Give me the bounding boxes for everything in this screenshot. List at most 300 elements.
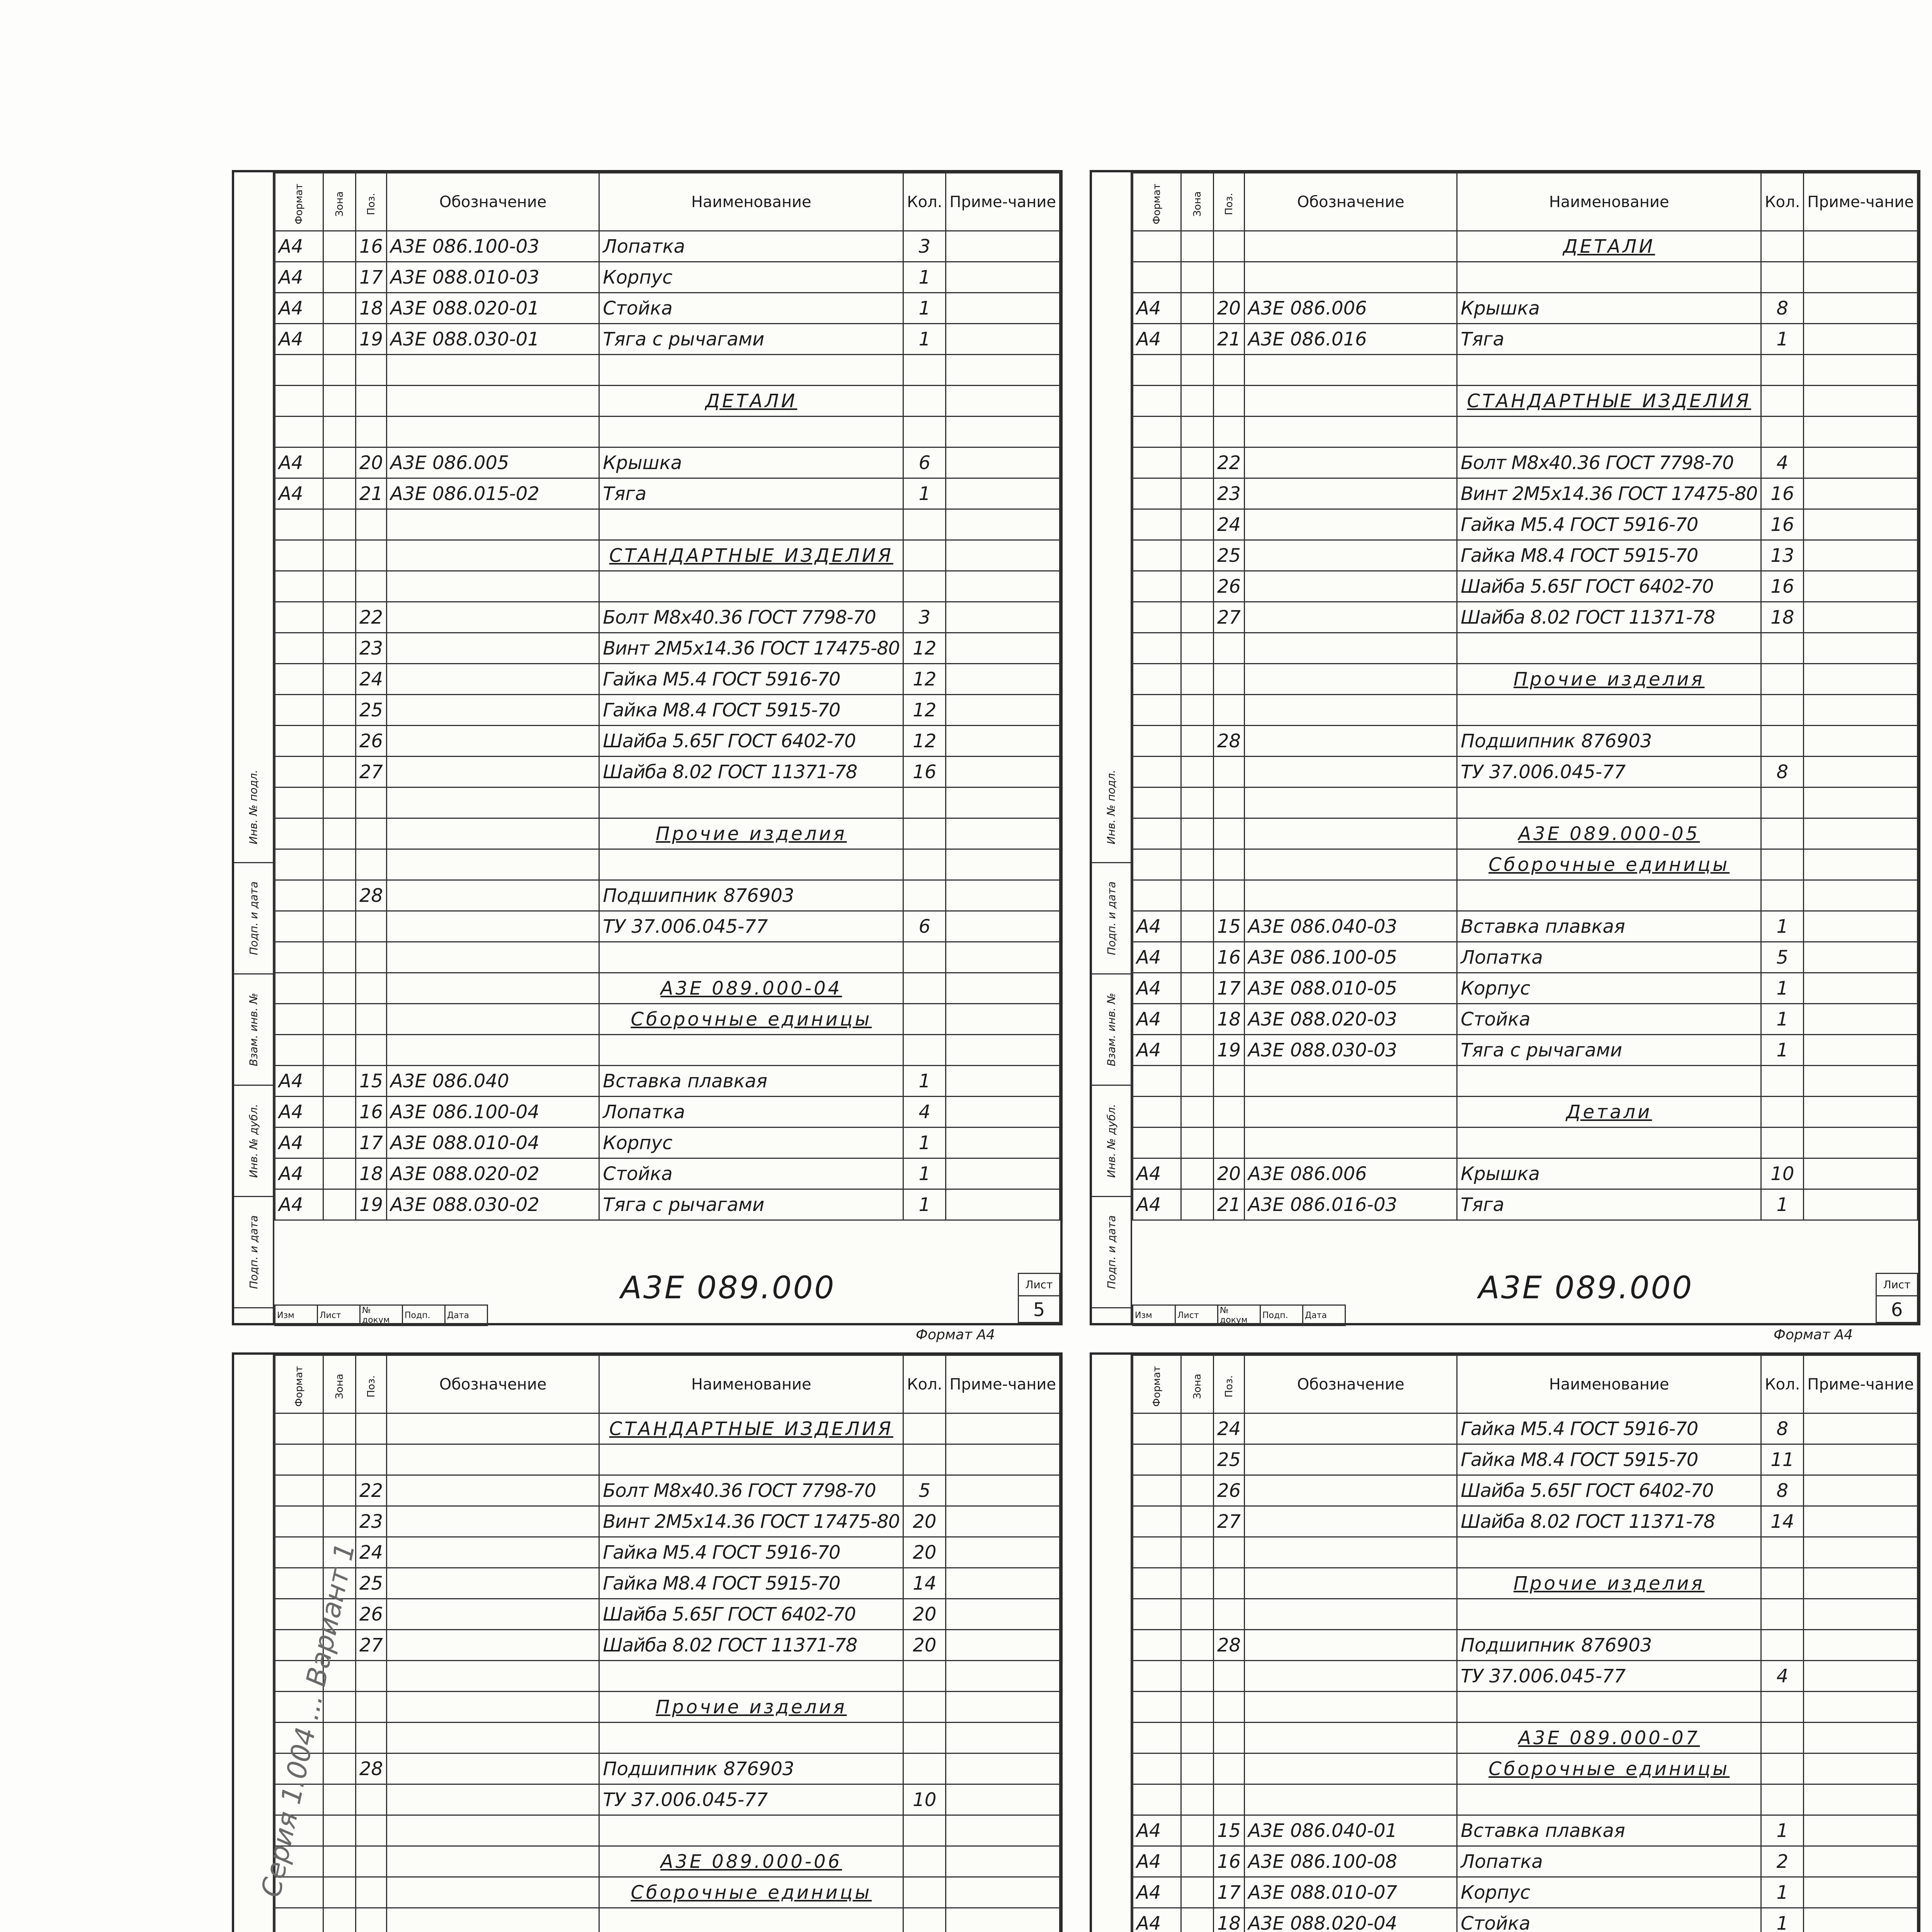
table-row bbox=[275, 1568, 1060, 1599]
side-stamp-label: Инв. № подл. bbox=[1105, 769, 1118, 845]
table-row bbox=[1133, 1630, 1918, 1661]
cell-pos bbox=[1214, 1753, 1245, 1784]
cell-zone bbox=[1181, 1846, 1214, 1877]
cell-designation bbox=[387, 664, 599, 695]
cell-zone bbox=[323, 1475, 356, 1506]
cell-fmt bbox=[275, 355, 323, 386]
table-row bbox=[1133, 262, 1918, 293]
cell-zone bbox=[323, 1506, 356, 1537]
cell-designation bbox=[1245, 355, 1457, 386]
cell-zone bbox=[1181, 1158, 1214, 1189]
table-header-row bbox=[275, 1355, 1060, 1413]
cell-designation bbox=[1245, 447, 1457, 478]
cell-pos bbox=[1214, 1568, 1245, 1599]
cell-note bbox=[946, 262, 1060, 293]
cell-qty bbox=[903, 571, 946, 602]
cell-designation bbox=[1245, 602, 1457, 633]
cell-zone bbox=[323, 355, 356, 386]
cell-name bbox=[1457, 1128, 1761, 1158]
header-pos bbox=[1214, 173, 1245, 231]
cell-qty bbox=[1761, 355, 1804, 386]
header-note: Приме-чание bbox=[946, 173, 1060, 231]
cell-pos: 25 bbox=[356, 1568, 387, 1599]
cell-designation bbox=[1245, 1723, 1457, 1753]
table-row bbox=[275, 1661, 1060, 1692]
table-row bbox=[1133, 1506, 1918, 1537]
side-stamp-label: Инв. № подл. bbox=[247, 769, 260, 845]
cell-qty bbox=[903, 1004, 946, 1035]
cell-pos bbox=[1214, 757, 1245, 787]
cell-zone bbox=[1181, 1599, 1214, 1630]
side-stamp-label: Подп. и дата bbox=[1105, 1215, 1118, 1289]
cell-zone bbox=[323, 417, 356, 447]
cell-pos: 25 bbox=[1214, 1444, 1245, 1475]
cell-qty: 16 bbox=[903, 757, 946, 787]
cell-fmt bbox=[1133, 880, 1181, 911]
cell-zone bbox=[323, 942, 356, 973]
cell-fmt bbox=[275, 1475, 323, 1506]
cell-name: Сборочные единицы bbox=[1457, 849, 1761, 880]
header-qty: Кол. bbox=[1761, 173, 1804, 231]
cell-fmt bbox=[1133, 664, 1181, 695]
cell-zone bbox=[1181, 262, 1214, 293]
table-row bbox=[275, 633, 1060, 664]
cell-note bbox=[946, 1692, 1060, 1723]
cell-fmt bbox=[1133, 757, 1181, 787]
table-row bbox=[275, 911, 1060, 942]
side-stamp-field bbox=[1092, 975, 1131, 1086]
cell-designation bbox=[1245, 757, 1457, 787]
cell-name: ТУ 37.006.045-77 bbox=[599, 1784, 903, 1815]
cell-designation: А3Е 088.010-04 bbox=[387, 1128, 599, 1158]
cell-pos bbox=[1214, 787, 1245, 818]
cell-name: Вставка плавкая bbox=[599, 1066, 903, 1097]
cell-pos: 18 bbox=[356, 1158, 387, 1189]
cell-qty: 3 bbox=[903, 602, 946, 633]
cell-name: Гайка М5.4 ГОСТ 5916-70 bbox=[1457, 509, 1761, 540]
cell-name: Стойка bbox=[599, 1158, 903, 1189]
cell-designation: А3Е 086.015-02 bbox=[387, 478, 599, 509]
cell-pos bbox=[1214, 386, 1245, 417]
table-row bbox=[275, 1723, 1060, 1753]
cell-qty bbox=[1761, 386, 1804, 417]
cell-zone bbox=[1181, 757, 1214, 787]
cell-designation: А3Е 086.016 bbox=[1245, 324, 1457, 355]
table-row bbox=[275, 787, 1060, 818]
cell-note bbox=[946, 757, 1060, 787]
cell-qty: 1 bbox=[1761, 1035, 1804, 1066]
cell-fmt bbox=[275, 1506, 323, 1537]
sheet-number: 5 bbox=[1033, 1299, 1045, 1321]
header-zone-label: Зона bbox=[1191, 1373, 1203, 1399]
cell-fmt bbox=[1133, 1475, 1181, 1506]
cell-note bbox=[946, 1877, 1060, 1908]
cell-note bbox=[1804, 1097, 1918, 1128]
title-block-cell: Дата bbox=[445, 1305, 488, 1326]
cell-fmt bbox=[275, 540, 323, 571]
table-header-row bbox=[275, 173, 1060, 231]
cell-note bbox=[1804, 849, 1918, 880]
cell-note bbox=[1804, 1723, 1918, 1753]
cell-name: Стойка bbox=[1457, 1004, 1761, 1035]
cell-note bbox=[1804, 262, 1918, 293]
cell-name: ТУ 37.006.045-77 bbox=[1457, 1661, 1761, 1692]
cell-designation bbox=[1245, 880, 1457, 911]
cell-designation bbox=[387, 1413, 599, 1444]
cell-zone bbox=[1181, 880, 1214, 911]
cell-name: Тяга bbox=[599, 478, 903, 509]
cell-qty bbox=[903, 942, 946, 973]
cell-pos: 17 bbox=[1214, 1877, 1245, 1908]
cell-pos bbox=[1214, 1723, 1245, 1753]
cell-name: Винт 2М5х14.36 ГОСТ 17475-80 bbox=[599, 1506, 903, 1537]
cell-name: Гайка М5.4 ГОСТ 5916-70 bbox=[599, 664, 903, 695]
cell-qty bbox=[1761, 1568, 1804, 1599]
cell-designation bbox=[1245, 509, 1457, 540]
cell-fmt bbox=[275, 1035, 323, 1066]
cell-designation: А3Е 086.005 bbox=[387, 447, 599, 478]
cell-zone bbox=[1181, 1630, 1214, 1661]
cell-name: Шайба 5.65Г ГОСТ 6402-70 bbox=[1457, 571, 1761, 602]
cell-zone bbox=[1181, 1753, 1214, 1784]
cell-note bbox=[946, 1413, 1060, 1444]
cell-designation: А3Е 088.030-02 bbox=[387, 1189, 599, 1220]
table-row bbox=[275, 1097, 1060, 1128]
cell-designation bbox=[387, 355, 599, 386]
cell-zone bbox=[1181, 355, 1214, 386]
cell-note bbox=[946, 942, 1060, 973]
table-row bbox=[1133, 1877, 1918, 1908]
spec-sheet-8 bbox=[1090, 1352, 1920, 1932]
cell-qty bbox=[1761, 787, 1804, 818]
cell-qty bbox=[1761, 1599, 1804, 1630]
cell-pos bbox=[1214, 1128, 1245, 1158]
cell-qty bbox=[903, 1753, 946, 1784]
cell-designation: А3Е 086.016-03 bbox=[1245, 1189, 1457, 1220]
cell-designation: А3Е 088.020-02 bbox=[387, 1158, 599, 1189]
cell-fmt: А4 bbox=[275, 1066, 323, 1097]
cell-qty: 16 bbox=[1761, 509, 1804, 540]
cell-fmt bbox=[275, 1908, 323, 1932]
side-stamp-field bbox=[234, 752, 273, 863]
header-designation: Обозначение bbox=[1245, 173, 1457, 231]
cell-pos: 19 bbox=[356, 324, 387, 355]
cell-note bbox=[1804, 324, 1918, 355]
cell-fmt bbox=[1133, 787, 1181, 818]
cell-fmt bbox=[1133, 726, 1181, 757]
cell-note bbox=[1804, 757, 1918, 787]
cell-qty bbox=[903, 1444, 946, 1475]
table-row bbox=[275, 1630, 1060, 1661]
cell-designation bbox=[1245, 726, 1457, 757]
cell-zone bbox=[323, 1877, 356, 1908]
cell-zone bbox=[1181, 633, 1214, 664]
cell-qty bbox=[903, 1661, 946, 1692]
cell-qty: 8 bbox=[1761, 1475, 1804, 1506]
table-row bbox=[1133, 355, 1918, 386]
header-qty: Кол. bbox=[1761, 1355, 1804, 1413]
cell-qty bbox=[1761, 1784, 1804, 1815]
cell-fmt bbox=[1133, 818, 1181, 849]
cell-designation bbox=[1245, 633, 1457, 664]
cell-designation: А3Е 088.030-03 bbox=[1245, 1035, 1457, 1066]
cell-designation bbox=[387, 973, 599, 1004]
cell-name: А3Е 089.000-06 bbox=[599, 1846, 903, 1877]
table-row bbox=[1133, 1846, 1918, 1877]
cell-fmt bbox=[275, 633, 323, 664]
cell-name bbox=[1457, 1784, 1761, 1815]
cell-qty bbox=[903, 386, 946, 417]
header-pos bbox=[1214, 1355, 1245, 1413]
cell-pos bbox=[1214, 1097, 1245, 1128]
cell-designation bbox=[1245, 417, 1457, 447]
cell-note bbox=[946, 1506, 1060, 1537]
cell-zone bbox=[323, 818, 356, 849]
cell-pos bbox=[356, 571, 387, 602]
cell-zone bbox=[1181, 1537, 1214, 1568]
cell-fmt: А4 bbox=[1133, 973, 1181, 1004]
cell-note bbox=[946, 1066, 1060, 1097]
table-row bbox=[275, 1158, 1060, 1189]
table-row bbox=[275, 386, 1060, 417]
table-row bbox=[1133, 602, 1918, 633]
cell-qty: 1 bbox=[1761, 1004, 1804, 1035]
cell-note bbox=[946, 1475, 1060, 1506]
cell-designation bbox=[1245, 818, 1457, 849]
cell-qty: 1 bbox=[903, 1158, 946, 1189]
cell-pos: 18 bbox=[1214, 1004, 1245, 1035]
cell-name bbox=[599, 942, 903, 973]
cell-name bbox=[1457, 695, 1761, 726]
table-row bbox=[275, 231, 1060, 262]
cell-qty: 20 bbox=[903, 1630, 946, 1661]
header-designation: Обозначение bbox=[1245, 1355, 1457, 1413]
header-format bbox=[1133, 1355, 1181, 1413]
cell-pos bbox=[356, 787, 387, 818]
cell-designation bbox=[1245, 231, 1457, 262]
cell-qty bbox=[903, 787, 946, 818]
cell-designation bbox=[1245, 787, 1457, 818]
header-qty: Кол. bbox=[903, 173, 946, 231]
cell-designation: А3Е 086.040 bbox=[387, 1066, 599, 1097]
cell-qty bbox=[1761, 880, 1804, 911]
cell-name bbox=[1457, 1692, 1761, 1723]
cell-fmt bbox=[275, 695, 323, 726]
table-row bbox=[1133, 695, 1918, 726]
cell-fmt bbox=[1133, 355, 1181, 386]
title-block-row bbox=[1133, 1305, 1345, 1326]
cell-qty: 1 bbox=[1761, 973, 1804, 1004]
cell-fmt bbox=[1133, 231, 1181, 262]
cell-fmt: А4 bbox=[1133, 1158, 1181, 1189]
cell-zone bbox=[1181, 231, 1214, 262]
cell-note bbox=[946, 1908, 1060, 1932]
cell-designation bbox=[387, 787, 599, 818]
cell-pos: 16 bbox=[356, 1097, 387, 1128]
cell-qty: 1 bbox=[1761, 1815, 1804, 1846]
cell-note bbox=[946, 324, 1060, 355]
cell-pos bbox=[1214, 1661, 1245, 1692]
cell-note bbox=[1804, 911, 1918, 942]
cell-note bbox=[946, 386, 1060, 417]
cell-fmt bbox=[275, 386, 323, 417]
cell-note bbox=[1804, 664, 1918, 695]
cell-name: Крышка bbox=[599, 447, 903, 478]
cell-qty: 1 bbox=[1761, 1189, 1804, 1220]
title-block bbox=[1132, 1304, 1346, 1326]
cell-qty: 10 bbox=[1761, 1158, 1804, 1189]
cell-zone bbox=[323, 262, 356, 293]
cell-name: Прочие изделия bbox=[599, 1692, 903, 1723]
cell-note bbox=[946, 1537, 1060, 1568]
cell-name: Стойка bbox=[1457, 1908, 1761, 1932]
cell-name: Болт М8х40.36 ГОСТ 7798-70 bbox=[599, 602, 903, 633]
cell-qty: 12 bbox=[903, 664, 946, 695]
cell-zone bbox=[1181, 1035, 1214, 1066]
table-row bbox=[275, 849, 1060, 880]
cell-pos bbox=[356, 1692, 387, 1723]
sheet-number-box bbox=[1018, 1273, 1060, 1323]
cell-zone bbox=[323, 880, 356, 911]
cell-designation: А3Е 088.020-04 bbox=[1245, 1908, 1457, 1932]
handwritten-note: Серия 1.004 ... Вариант 1 bbox=[255, 1540, 361, 1900]
cell-pos: 21 bbox=[1214, 1189, 1245, 1220]
cell-zone bbox=[1181, 417, 1214, 447]
table-row bbox=[275, 1444, 1060, 1475]
cell-fmt bbox=[1133, 1537, 1181, 1568]
cell-pos bbox=[356, 540, 387, 571]
cell-note bbox=[1804, 1908, 1918, 1932]
cell-name: Сборочные единицы bbox=[1457, 1753, 1761, 1784]
title-block-cell: Лист bbox=[318, 1305, 360, 1326]
table-row bbox=[1133, 849, 1918, 880]
cell-pos: 20 bbox=[1214, 1158, 1245, 1189]
table-row bbox=[1133, 1444, 1918, 1475]
table-row bbox=[275, 695, 1060, 726]
cell-designation: А3Е 088.020-01 bbox=[387, 293, 599, 324]
table-row bbox=[275, 1692, 1060, 1723]
cell-zone bbox=[323, 1784, 356, 1815]
cell-zone bbox=[323, 1753, 356, 1784]
cell-name: Вставка плавкая bbox=[1457, 1815, 1761, 1846]
cell-note bbox=[946, 509, 1060, 540]
cell-pos: 28 bbox=[356, 880, 387, 911]
cell-pos: 27 bbox=[1214, 1506, 1245, 1537]
cell-designation bbox=[1245, 1784, 1457, 1815]
cell-qty bbox=[1761, 664, 1804, 695]
cell-pos: 17 bbox=[356, 262, 387, 293]
cell-fmt: А4 bbox=[275, 447, 323, 478]
cell-fmt bbox=[275, 1444, 323, 1475]
cell-pos: 19 bbox=[1214, 1035, 1245, 1066]
cell-pos: 21 bbox=[1214, 324, 1245, 355]
cell-designation bbox=[1245, 1568, 1457, 1599]
cell-designation bbox=[387, 571, 599, 602]
cell-qty: 8 bbox=[1761, 293, 1804, 324]
cell-zone bbox=[1181, 571, 1214, 602]
cell-note bbox=[946, 417, 1060, 447]
table-row bbox=[1133, 1815, 1918, 1846]
cell-designation: А3Е 088.010-03 bbox=[387, 262, 599, 293]
cell-designation bbox=[1245, 1506, 1457, 1537]
cell-qty: 12 bbox=[903, 633, 946, 664]
table-row bbox=[1133, 293, 1918, 324]
header-name: Наименование bbox=[1457, 1355, 1761, 1413]
cell-qty: 1 bbox=[903, 1128, 946, 1158]
cell-designation bbox=[387, 726, 599, 757]
table-row bbox=[275, 726, 1060, 757]
cell-zone bbox=[323, 293, 356, 324]
cell-qty bbox=[903, 973, 946, 1004]
cell-name bbox=[599, 509, 903, 540]
header-format-label: Формат bbox=[293, 183, 305, 224]
side-stamp-field bbox=[234, 863, 273, 975]
cell-pos bbox=[356, 1444, 387, 1475]
cell-note bbox=[1804, 1444, 1918, 1475]
cell-zone bbox=[323, 571, 356, 602]
cell-name: А3Е 089.000-07 bbox=[1457, 1723, 1761, 1753]
cell-designation bbox=[1245, 1128, 1457, 1158]
cell-designation bbox=[387, 1908, 599, 1932]
cell-zone bbox=[1181, 602, 1214, 633]
cell-name: Шайба 5.65Г ГОСТ 6402-70 bbox=[1457, 1475, 1761, 1506]
cell-fmt: А4 bbox=[1133, 1035, 1181, 1066]
cell-fmt bbox=[1133, 1444, 1181, 1475]
cell-zone bbox=[1181, 1506, 1214, 1537]
cell-pos: 19 bbox=[356, 1189, 387, 1220]
cell-pos bbox=[356, 818, 387, 849]
cell-name: СТАНДАРТНЫЕ ИЗДЕЛИЯ bbox=[599, 1413, 903, 1444]
cell-pos bbox=[1214, 695, 1245, 726]
cell-fmt: А4 bbox=[1133, 1189, 1181, 1220]
cell-fmt: А4 bbox=[1133, 1004, 1181, 1035]
cell-name: Прочие изделия bbox=[599, 818, 903, 849]
table-row bbox=[1133, 1035, 1918, 1066]
cell-fmt bbox=[1133, 1753, 1181, 1784]
cell-pos: 26 bbox=[1214, 571, 1245, 602]
cell-name: Вставка плавкая bbox=[1457, 911, 1761, 942]
cell-pos: 26 bbox=[356, 726, 387, 757]
cell-name: Прочие изделия bbox=[1457, 664, 1761, 695]
table-row bbox=[1133, 1475, 1918, 1506]
table-row bbox=[1133, 1066, 1918, 1097]
cell-name: Крышка bbox=[1457, 1158, 1761, 1189]
cell-pos bbox=[356, 1784, 387, 1815]
cell-qty: 14 bbox=[1761, 1506, 1804, 1537]
table-row bbox=[1133, 1413, 1918, 1444]
table-row bbox=[1133, 1661, 1918, 1692]
cell-zone bbox=[1181, 1128, 1214, 1158]
cell-name bbox=[1457, 417, 1761, 447]
cell-designation bbox=[1245, 1599, 1457, 1630]
cell-note bbox=[1804, 1568, 1918, 1599]
cell-note bbox=[1804, 386, 1918, 417]
cell-designation bbox=[1245, 1444, 1457, 1475]
cell-note bbox=[946, 447, 1060, 478]
cell-name: Стойка bbox=[599, 293, 903, 324]
table-row bbox=[275, 1413, 1060, 1444]
cell-note bbox=[1804, 1004, 1918, 1035]
cell-fmt bbox=[1133, 633, 1181, 664]
side-stamp-field bbox=[1092, 863, 1131, 975]
header-name: Наименование bbox=[1457, 173, 1761, 231]
cell-qty: 14 bbox=[903, 1568, 946, 1599]
cell-designation bbox=[387, 695, 599, 726]
side-stamp-field bbox=[234, 975, 273, 1086]
cell-fmt bbox=[1133, 1784, 1181, 1815]
cell-zone bbox=[323, 1004, 356, 1035]
cell-note bbox=[1804, 787, 1918, 818]
